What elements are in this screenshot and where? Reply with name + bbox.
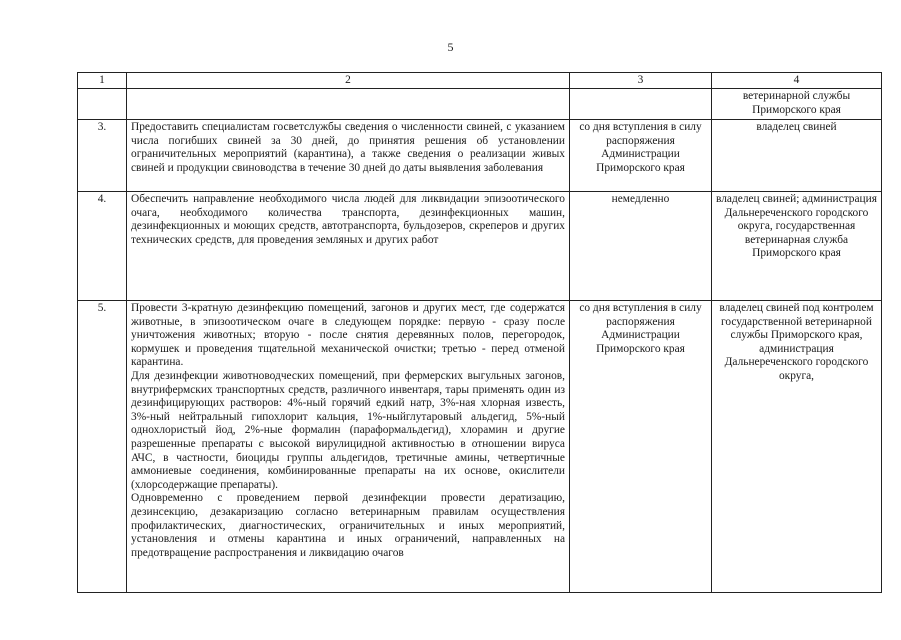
row-deadline: немедленно — [570, 192, 712, 301]
action-paragraph: Провести 3-кратную дезинфекцию помещений, загонов и других мест, где содержатся животные, в эпизоотическом очаге в следующем порядке: первую - сразу после уничтожения животных; вторую - после снятия деревянных полов, перегородок, кормушек и проведения тщательной механической очистки; третью - перед отменой карантина. — [131, 302, 565, 369]
row-deadline: со дня вступления в силу распоряжения Администрации Приморского края — [570, 301, 712, 593]
row-number: 3. — [78, 120, 127, 192]
row-action — [127, 192, 570, 301]
row-number: 4. — [78, 192, 127, 301]
action-paragraph: Для дезинфекции животноводческих помещений, при фермерских выгульных загонов, внутрифермских транспортных средств, различного инвентаря, тары применять один из дезинфицирующих растворов: 4%-ный горячий едкий натр, 3%-ная хлорная известь, 3%-ный нейтральный гипохлорит кальция, 1%-ныйглутаровый альдегид, 5%-ный однохлористый йод, 2%-ные формалин (параформальдегид), хлорамин и другие разрешенные препараты с высокой вирулицидной активностью в отношении вируса АЧС, в частности, биоциды группы альдегидов, третичные амины, четвертичные аммониевые соединения, комбинированные препараты на их основе, окислители (хлорсодержащие препараты). — [131, 369, 565, 491]
row-action — [127, 89, 570, 120]
header-cell: 1 — [78, 73, 127, 89]
table-row — [78, 120, 882, 192]
row-deadline: со дня вступления в силу распоряжения Администрации Приморского края — [570, 120, 712, 192]
table-row — [78, 89, 882, 120]
measures-table — [77, 72, 882, 593]
row-number — [78, 89, 127, 120]
header-cell: 2 — [127, 73, 570, 89]
row-number: 5. — [78, 301, 127, 593]
table-row — [78, 192, 882, 301]
row-responsible: ветеринарной службы Приморского края — [712, 89, 882, 120]
row-deadline — [570, 89, 712, 120]
row-responsible: владелец свиней — [712, 120, 882, 192]
action-paragraph: Одновременно с проведением первой дезинфекции провести дератизацию, дезинсекцию, дезакаризацию согласно ветеринарным правилам осуществления профилактических, диагностических, ограничительных и иных мероприятий, установления и отмены карантина и иных ограничений, направленных на предотвращение распространения и ликвидацию очагов — [131, 492, 565, 559]
action-paragraph: Предоставить специалистам госветслужбы сведения о численности свиней, с указанием числа погибших свиней за 30 дней, до принятия решения об установлении ограничительных мероприятий (карантина), а также сведения о реализации живых свиней и продукции свиноводства в течение 30 дней до даты выявления заболевания — [131, 121, 565, 174]
header-cell: 3 — [570, 73, 712, 89]
action-paragraph: Обеспечить направление необходимого числа людей для ликвидации эпизоотического очага, необходимого количества транспорта, дезинфекционных машин, дезинфекционных и моющих средств, автотранспорта, бульдозеров, скреперов и других технических средств, для проведения земляных и других работ — [131, 193, 565, 246]
table-header-row — [78, 73, 882, 89]
row-action — [127, 120, 570, 192]
table-row — [78, 301, 882, 593]
header-cell: 4 — [712, 73, 882, 89]
row-action — [127, 301, 570, 593]
row-responsible: владелец свиней под контролем государственной ветеринарной службы Приморского края, администрация Дальнереченского городского округа, — [712, 301, 882, 593]
page-number: 5 — [447, 40, 454, 54]
row-responsible: владелец свиней; администрация Дальнереченского городского округа, государственная ветеринарная служба Приморского края — [712, 192, 882, 301]
